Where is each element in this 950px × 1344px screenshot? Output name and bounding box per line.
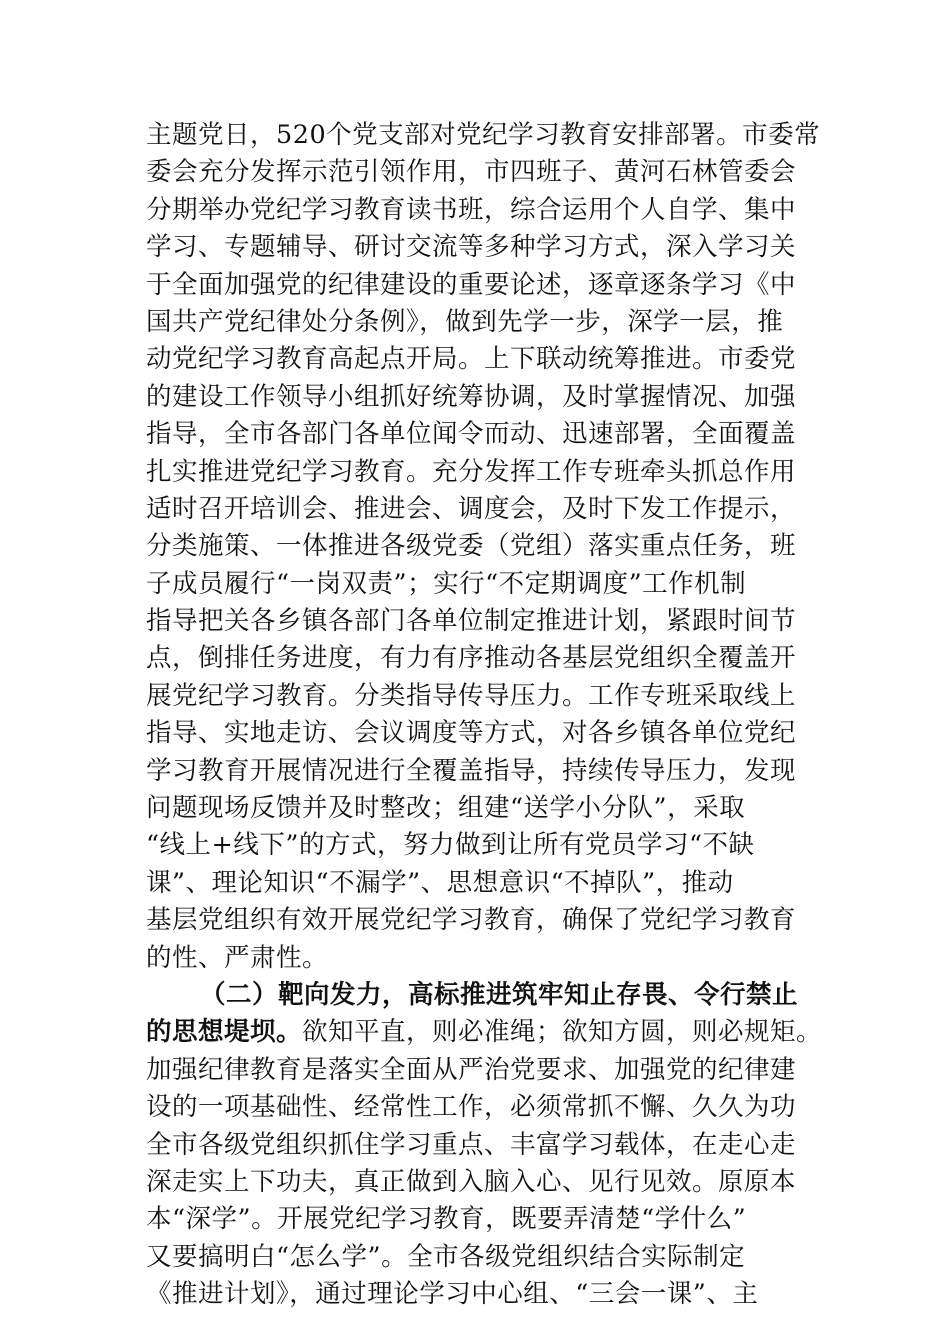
paragraph-line: 本“深学”。开展党纪学习教育，既要弄清楚“学什么” [146,1204,747,1235]
paragraph-line: 问题现场反馈并及时整改；组建“送学小分队”，采取 [146,793,746,824]
paragraph-line: “线上+线下”的方式，努力做到让所有党员学习“不缺 [146,830,755,861]
paragraph-text: 欲知平直，则必准绳；欲知方圆，则必规矩。 [302,1017,823,1048]
paragraph-line: 又要搞明白“怎么学”。全市各级党组织结合实际制定 [146,1241,746,1272]
paragraph-line: 国共产党纪律处分条例》，做到先学一步，深学一层，推 [146,306,784,337]
document-body [146,117,823,1314]
paragraph-line: 动党纪学习教育高起点开局。上下联动统筹推进。市委党 [146,344,797,375]
paragraph-line: 主题党日，520个党支部对党纪学习教育安排部署。市委常 [146,120,821,150]
paragraph-line: 基层党组织有效开展党纪学习教育，确保了党纪学习教育 [146,905,797,936]
paragraph-line: 深走实上下功夫，真正做到入脑入心、见行见效。原原本 [146,1166,797,1197]
paragraph-line: 课”、理论知识“不漏学”、思想意识“不掉队”，推动 [146,867,734,898]
section-heading-continuation [146,1014,823,1051]
paragraph-line: 的建设工作领导小组抓好统筹协调，及时掌握情况、加强 [146,381,797,412]
paragraph-line: 指导、实地走访、会议调度等方式，对各乡镇各单位党纪 [146,718,797,749]
paragraph-line: 子成员履行“一岗双责”；实行“不定期调度”工作机制 [146,568,747,599]
paragraph-line: 分期举办党纪学习教育读书班，综合运用个人自学、集中 [146,194,797,225]
paragraph-line: 委会充分发挥示范引领作用，市四班子、黄河石林管委会 [146,157,797,188]
paragraph-line: 设的一项基础性、经常性工作，必须常抓不懈、久久为功 [146,1092,797,1123]
section-heading-line: （二）靶向发力，高标推进筑牢知止存畏、令行禁止 [200,979,799,1010]
paragraph-line: 指导，全市各部门各单位闻令而动、迅速部署，全面覆盖 [146,419,797,450]
paragraph-line: 点，倒排任务进度，有力有序推动各基层党组织全覆盖开 [146,643,797,674]
paragraph-line: 分类施策、一体推进各级党委（党组）落实重点任务，班 [146,531,797,562]
paragraph-line: 的性、严肃性。 [146,942,329,973]
paragraph-line: 指导把关各乡镇各部门各单位制定推进计划，紧跟时间节 [146,606,797,637]
section-heading-tail: 的思想堤坝。 [146,1017,303,1048]
paragraph-line: 《推进计划》，通过理论学习中心组、“三会一课”、主 [146,1279,759,1310]
paragraph-line: 学习、专题辅导、研讨交流等多种学习方式，深入学习关 [146,232,797,263]
paragraph-line: 加强纪律教育是落实全面从严治党要求、加强党的纪律建 [146,1054,797,1085]
paragraph-line: 全市各级党组织抓住学习重点、丰富学习载体，在走心走 [146,1129,797,1160]
paragraph-line: 于全面加强党的纪律建设的重要论述，逐章逐条学习《中 [146,269,797,300]
paragraph-line: 学习教育开展情况进行全覆盖指导，持续传导压力，发现 [146,755,797,786]
paragraph-line: 展党纪学习教育。分类指导传导压力。工作专班采取线上 [146,680,797,711]
paragraph-line: 适时召开培训会、推进会、调度会，及时下发工作提示， [146,493,797,524]
paragraph-line: 扎实推进党纪学习教育。充分发挥工作专班牵头抓总作用 [146,456,797,487]
